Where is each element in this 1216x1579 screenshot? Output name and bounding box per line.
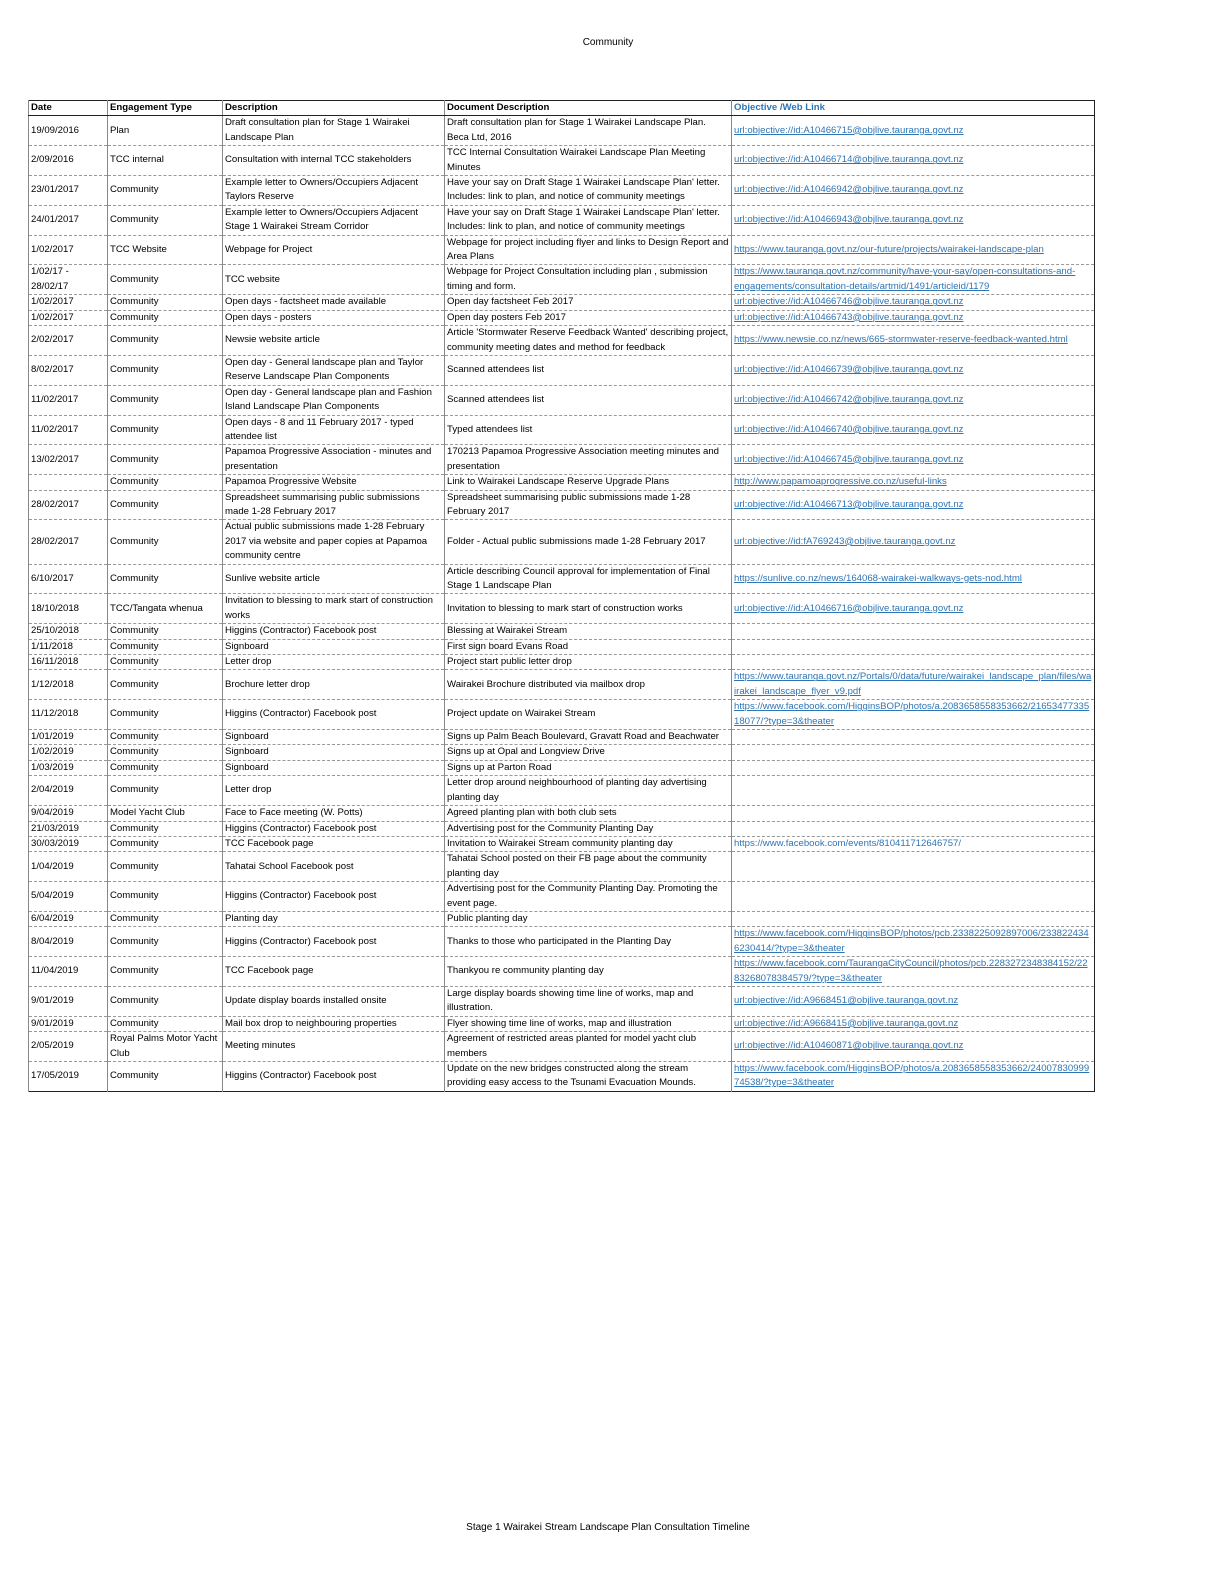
cell-document-description: Invitation to blessing to mark start of construction works — [445, 594, 732, 624]
cell-web-link[interactable]: https://www.newsie.co.nz/news/665-stormwater-reserve-feedback-wanted.html — [732, 326, 1095, 356]
cell-description: Letter drop — [223, 776, 445, 806]
cell-web-link[interactable]: url:objective://id:A10466746@objlive.tauranga.govt.nz — [732, 295, 1095, 310]
cell-document-description: Scanned attendees list — [445, 385, 732, 415]
cell-description: Example letter to Owners/Occupiers Adjacent Taylors Reserve — [223, 176, 445, 206]
cell-date: 8/04/2019 — [29, 927, 108, 957]
header-engagement-type: Engagement Type — [108, 101, 223, 116]
table-row — [29, 594, 1095, 624]
table-row — [29, 745, 1095, 760]
cell-document-description: Advertising post for the Community Planting Day — [445, 821, 732, 836]
cell-date: 28/02/2017 — [29, 520, 108, 564]
cell-web-link[interactable]: https://www.facebook.com/HigginsBOP/photos/a.2083658558353662/2400783099974538/?type=3&theater — [732, 1062, 1095, 1092]
cell-document-description: Spreadsheet summarising public submissions made 1-28 February 2017 — [445, 490, 732, 520]
cell-description: Draft consultation plan for Stage 1 Wairakei Landscape Plan — [223, 116, 445, 146]
cell-date: 1/02/2019 — [29, 745, 108, 760]
cell-web-link[interactable]: url:objective://id:A10460871@objlive.tauranga.govt.nz — [732, 1032, 1095, 1062]
cell-web-link[interactable]: https://www.tauranga.govt.nz/community/have-your-say/open-consultations-and-engagements/consultation-details/artmid/1491/articleid/1179 — [732, 265, 1095, 295]
cell-engagement-type: Community — [108, 490, 223, 520]
cell-document-description: Update on the new bridges constructed along the stream providing easy access to the Tsunami Evacuation Mounds. — [445, 1062, 732, 1092]
cell-web-link[interactable]: https://www.tauranga.govt.nz/Portals/0/data/future/wairakei_landscape_plan/files/wairakei_landscape_flyer_v9.pdf — [732, 670, 1095, 700]
table-row — [29, 911, 1095, 926]
cell-document-description: Article describing Council approval for implementation of Final Stage 1 Landscape Plan — [445, 564, 732, 594]
cell-engagement-type: Community — [108, 957, 223, 987]
cell-document-description: Tahatai School posted on their FB page about the community planting day — [445, 852, 732, 882]
cell-web-link[interactable]: url:objective://id:A10466745@objlive.tauranga.govt.nz — [732, 445, 1095, 475]
cell-web-link[interactable]: url:objective://id:A10466743@objlive.tauranga.govt.nz — [732, 310, 1095, 325]
cell-date: 11/12/2018 — [29, 700, 108, 730]
cell-web-link[interactable]: https://www.tauranga.govt.nz/our-future/projects/wairakei-landscape-plan — [732, 235, 1095, 265]
cell-date: 8/02/2017 — [29, 355, 108, 385]
cell-engagement-type: Community — [108, 326, 223, 356]
cell-date: 24/01/2017 — [29, 205, 108, 235]
cell-date: 11/02/2017 — [29, 385, 108, 415]
cell-description: Higgins (Contractor) Facebook post — [223, 821, 445, 836]
cell-description: Signboard — [223, 639, 445, 654]
cell-document-description: Wairakei Brochure distributed via mailbox drop — [445, 670, 732, 700]
cell-document-description: Large display boards showing time line of works, map and illustration. — [445, 986, 732, 1016]
cell-document-description: Draft consultation plan for Stage 1 Wairakei Landscape Plan. Beca Ltd, 2016 — [445, 116, 732, 146]
table-row — [29, 235, 1095, 265]
table-body — [29, 116, 1095, 1091]
cell-description: Signboard — [223, 745, 445, 760]
table-row — [29, 564, 1095, 594]
cell-description: Letter drop — [223, 655, 445, 670]
cell-engagement-type: Community — [108, 670, 223, 700]
cell-engagement-type: Community — [108, 265, 223, 295]
cell-date: 2/02/2017 — [29, 326, 108, 356]
cell-description: Face to Face meeting (W. Potts) — [223, 806, 445, 821]
cell-web-link — [732, 639, 1095, 654]
table-row — [29, 475, 1095, 490]
header-document-description: Document Description — [445, 101, 732, 116]
cell-engagement-type: Community — [108, 564, 223, 594]
cell-engagement-type: Community — [108, 821, 223, 836]
cell-web-link[interactable]: url:objective://id:A9668451@objlive.tauranga.govt.nz — [732, 986, 1095, 1016]
table-row — [29, 385, 1095, 415]
cell-engagement-type: Community — [108, 911, 223, 926]
cell-description: Higgins (Contractor) Facebook post — [223, 700, 445, 730]
cell-date: 13/02/2017 — [29, 445, 108, 475]
table-row — [29, 265, 1095, 295]
header-objective-web-link: Objective /Web Link — [732, 101, 1095, 116]
cell-web-link — [732, 730, 1095, 745]
cell-document-description: Project update on Wairakei Stream — [445, 700, 732, 730]
cell-document-description: Thankyou re community planting day — [445, 957, 732, 987]
cell-description: Open days - posters — [223, 310, 445, 325]
cell-engagement-type: Community — [108, 700, 223, 730]
cell-document-description: Typed attendees list — [445, 415, 732, 445]
cell-engagement-type: Community — [108, 415, 223, 445]
header-description: Description — [223, 101, 445, 116]
cell-description: Papamoa Progressive Website — [223, 475, 445, 490]
cell-web-link — [732, 624, 1095, 639]
cell-engagement-type: Community — [108, 624, 223, 639]
cell-document-description: Signs up at Opal and Longview Drive — [445, 745, 732, 760]
cell-web-link[interactable]: url:objective://id:A10466714@objlive.tauranga.govt.nz — [732, 146, 1095, 176]
cell-description: Sunlive website article — [223, 564, 445, 594]
cell-web-link[interactable]: url:objective://id:A10466740@objlive.tauranga.govt.nz — [732, 415, 1095, 445]
cell-date: 25/10/2018 — [29, 624, 108, 639]
cell-description: Open day - General landscape plan and Fashion Island Landscape Plan Components — [223, 385, 445, 415]
cell-engagement-type: TCC Website — [108, 235, 223, 265]
cell-engagement-type: Community — [108, 1016, 223, 1031]
cell-date: 1/02/2017 — [29, 295, 108, 310]
cell-engagement-type: Community — [108, 745, 223, 760]
cell-web-link[interactable]: url:objective://id:A10466713@objlive.tauranga.govt.nz — [732, 490, 1095, 520]
cell-description: Consultation with internal TCC stakeholders — [223, 146, 445, 176]
cell-web-link[interactable]: url:objective://id:A10466742@objlive.tauranga.govt.nz — [732, 385, 1095, 415]
cell-description: TCC Facebook page — [223, 836, 445, 851]
cell-date: 1/11/2018 — [29, 639, 108, 654]
table-row — [29, 490, 1095, 520]
cell-date: 19/09/2016 — [29, 116, 108, 146]
cell-date: 9/04/2019 — [29, 806, 108, 821]
cell-description: Higgins (Contractor) Facebook post — [223, 927, 445, 957]
cell-document-description: Agreement of restricted areas planted for model yacht club members — [445, 1032, 732, 1062]
cell-web-link — [732, 655, 1095, 670]
cell-date: 2/04/2019 — [29, 776, 108, 806]
cell-date: 1/02/17 - 28/02/17 — [29, 265, 108, 295]
cell-description: Higgins (Contractor) Facebook post — [223, 1062, 445, 1092]
table-row — [29, 326, 1095, 356]
cell-date: 17/05/2019 — [29, 1062, 108, 1092]
cell-engagement-type: Community — [108, 852, 223, 882]
cell-description: Invitation to blessing to mark start of construction works — [223, 594, 445, 624]
cell-date: 2/09/2016 — [29, 146, 108, 176]
cell-engagement-type: Community — [108, 385, 223, 415]
cell-engagement-type: Royal Palms Motor Yacht Club — [108, 1032, 223, 1062]
cell-document-description: First sign board Evans Road — [445, 639, 732, 654]
cell-web-link[interactable]: url:objective://id:A10466716@objlive.tauranga.govt.nz — [732, 594, 1095, 624]
cell-web-link — [732, 911, 1095, 926]
cell-description: Actual public submissions made 1-28 February 2017 via website and paper copies at Papamoa community centre — [223, 520, 445, 564]
cell-document-description: Signs up at Parton Road — [445, 760, 732, 775]
cell-web-link[interactable]: url:objective://id:A10466715@objlive.tauranga.govt.nz — [732, 116, 1095, 146]
cell-document-description: Letter drop around neighbourhood of planting day advertising planting day — [445, 776, 732, 806]
cell-document-description: Public planting day — [445, 911, 732, 926]
cell-document-description: Link to Wairakei Landscape Reserve Upgrade Plans — [445, 475, 732, 490]
cell-date: 9/01/2019 — [29, 1016, 108, 1031]
table-row — [29, 1032, 1095, 1062]
cell-description: TCC Facebook page — [223, 957, 445, 987]
cell-document-description: Have your say on Draft Stage 1 Wairakei Landscape Plan' letter. Includes: link to plan, and notice of community meetings — [445, 176, 732, 206]
cell-description: Higgins (Contractor) Facebook post — [223, 882, 445, 912]
cell-web-link[interactable]: http://www.papamoaprogressive.co.nz/useful-links — [732, 475, 1095, 490]
cell-document-description: Open day factsheet Feb 2017 — [445, 295, 732, 310]
cell-date: 23/01/2017 — [29, 176, 108, 206]
table-row — [29, 806, 1095, 821]
table-row — [29, 670, 1095, 700]
cell-description: Open day - General landscape plan and Taylor Reserve Landscape Plan Components — [223, 355, 445, 385]
table-row — [29, 116, 1095, 146]
table-row — [29, 1016, 1095, 1031]
table-row — [29, 624, 1095, 639]
cell-document-description: 170213 Papamoa Progressive Association meeting minutes and presentation — [445, 445, 732, 475]
cell-date: 1/03/2019 — [29, 760, 108, 775]
table-row — [29, 445, 1095, 475]
cell-description: Example letter to Owners/Occupiers Adjacent Stage 1 Wairakei Stream Corridor — [223, 205, 445, 235]
header-date: Date — [29, 101, 108, 116]
cell-engagement-type: Community — [108, 639, 223, 654]
page-title: Community — [582, 37, 634, 48]
cell-engagement-type: Community — [108, 882, 223, 912]
table-header-row — [29, 101, 1095, 116]
cell-engagement-type: Community — [108, 730, 223, 745]
cell-date: 9/01/2019 — [29, 986, 108, 1016]
table-row — [29, 852, 1095, 882]
cell-description: Signboard — [223, 730, 445, 745]
cell-web-link[interactable]: https://sunlive.co.nz/news/164068-wairakei-walkways-gets-nod.html — [732, 564, 1095, 594]
cell-date: 6/04/2019 — [29, 911, 108, 926]
cell-document-description: Webpage for project including flyer and links to Design Report and Area Plans — [445, 235, 732, 265]
cell-date: 1/02/2017 — [29, 310, 108, 325]
table-row — [29, 520, 1095, 564]
cell-document-description: Open day posters Feb 2017 — [445, 310, 732, 325]
cell-engagement-type: Community — [108, 655, 223, 670]
cell-description: Newsie website article — [223, 326, 445, 356]
cell-description: Brochure letter drop — [223, 670, 445, 700]
cell-engagement-type: Community — [108, 176, 223, 206]
cell-document-description: Scanned attendees list — [445, 355, 732, 385]
cell-document-description: Advertising post for the Community Planting Day. Promoting the event page. — [445, 882, 732, 912]
cell-engagement-type: Community — [108, 475, 223, 490]
cell-web-link — [732, 882, 1095, 912]
cell-date: 1/01/2019 — [29, 730, 108, 745]
cell-engagement-type: Community — [108, 776, 223, 806]
cell-description: Spreadsheet summarising public submissions made 1-28 February 2017 — [223, 490, 445, 520]
cell-engagement-type: Community — [108, 760, 223, 775]
cell-description: Open days - factsheet made available — [223, 295, 445, 310]
table-row — [29, 821, 1095, 836]
table-row — [29, 760, 1095, 775]
cell-engagement-type: Community — [108, 445, 223, 475]
cell-web-link[interactable]: https://www.facebook.com/HigginsBOP/photos/pcb.2338225092897006/2338224346230414/?type=3&theater — [732, 927, 1095, 957]
cell-web-link[interactable]: url:objective://id:fA769243@objlive.tauranga.govt.nz — [732, 520, 1095, 564]
cell-description: Papamoa Progressive Association - minutes and presentation — [223, 445, 445, 475]
table-row — [29, 882, 1095, 912]
table-row — [29, 176, 1095, 206]
cell-date: 11/02/2017 — [29, 415, 108, 445]
cell-description: Mail box drop to neighbouring properties — [223, 1016, 445, 1031]
table-row — [29, 355, 1095, 385]
cell-description: Meeting minutes — [223, 1032, 445, 1062]
cell-web-link — [732, 776, 1095, 806]
cell-document-description: Agreed planting plan with both club sets — [445, 806, 732, 821]
cell-document-description: Article 'Stormwater Reserve Feedback Wanted' describing project, community meeting dates and method for feedback — [445, 326, 732, 356]
cell-document-description: Flyer showing time line of works, map and illustration — [445, 1016, 732, 1031]
cell-web-link[interactable]: url:objective://id:A10466943@objlive.tauranga.govt.nz — [732, 205, 1095, 235]
consultation-table — [28, 100, 1095, 1092]
table-row — [29, 986, 1095, 1016]
cell-document-description: Folder - Actual public submissions made 1-28 February 2017 — [445, 520, 732, 564]
cell-description: Signboard — [223, 760, 445, 775]
cell-date: 18/10/2018 — [29, 594, 108, 624]
page-footer: Stage 1 Wairakei Stream Landscape Plan Consultation Timeline — [466, 1522, 750, 1533]
cell-description: Tahatai School Facebook post — [223, 852, 445, 882]
cell-document-description: Signs up Palm Beach Boulevard, Gravatt Road and Beachwater — [445, 730, 732, 745]
cell-date: 2/05/2019 — [29, 1032, 108, 1062]
table-row — [29, 730, 1095, 745]
cell-engagement-type: Plan — [108, 116, 223, 146]
cell-engagement-type: Community — [108, 927, 223, 957]
cell-web-link[interactable]: https://www.facebook.com/events/810411712646757/ — [732, 836, 1095, 851]
cell-engagement-type: Community — [108, 520, 223, 564]
cell-date: 16/11/2018 — [29, 655, 108, 670]
cell-engagement-type: Community — [108, 1062, 223, 1092]
cell-date: 30/03/2019 — [29, 836, 108, 851]
cell-document-description: Have your say on Draft Stage 1 Wairakei Landscape Plan' letter. Includes: link to plan, and notice of community meetings — [445, 205, 732, 235]
cell-document-description: Blessing at Wairakei Stream — [445, 624, 732, 639]
cell-description: Webpage for Project — [223, 235, 445, 265]
cell-web-link — [732, 760, 1095, 775]
cell-web-link[interactable]: https://www.facebook.com/TaurangaCityCouncil/photos/pcb.2283272348384152/2283268078384579/?type=3&theater — [732, 957, 1095, 987]
cell-web-link — [732, 745, 1095, 760]
cell-document-description: Invitation to Wairakei Stream community planting day — [445, 836, 732, 851]
cell-engagement-type: TCC/Tangata whenua — [108, 594, 223, 624]
cell-engagement-type: Community — [108, 355, 223, 385]
cell-web-link — [732, 806, 1095, 821]
cell-description: Planting day — [223, 911, 445, 926]
table-row — [29, 700, 1095, 730]
cell-document-description: Project start public letter drop — [445, 655, 732, 670]
cell-engagement-type: Community — [108, 986, 223, 1016]
cell-date: 11/04/2019 — [29, 957, 108, 987]
cell-date: 21/03/2019 — [29, 821, 108, 836]
cell-document-description: Thanks to those who participated in the Planting Day — [445, 927, 732, 957]
cell-web-link[interactable]: url:objective://id:A9668415@objlive.tauranga.govt.nz — [732, 1016, 1095, 1031]
table-row — [29, 836, 1095, 851]
cell-date: 6/10/2017 — [29, 564, 108, 594]
cell-web-link — [732, 821, 1095, 836]
cell-engagement-type: Community — [108, 295, 223, 310]
table-row — [29, 927, 1095, 957]
cell-date: 1/02/2017 — [29, 235, 108, 265]
cell-web-link[interactable]: url:objective://id:A10466739@objlive.tauranga.govt.nz — [732, 355, 1095, 385]
cell-engagement-type: Community — [108, 205, 223, 235]
table-row — [29, 205, 1095, 235]
cell-web-link — [732, 852, 1095, 882]
table-row — [29, 310, 1095, 325]
table-row — [29, 1062, 1095, 1092]
cell-description: TCC website — [223, 265, 445, 295]
cell-date — [29, 475, 108, 490]
cell-web-link[interactable]: https://www.facebook.com/HigginsBOP/photos/a.2083658558353662/2165347733518077/?type=3&theater — [732, 700, 1095, 730]
table-row — [29, 295, 1095, 310]
cell-web-link[interactable]: url:objective://id:A10466942@objlive.tauranga.govt.nz — [732, 176, 1095, 206]
table-row — [29, 776, 1095, 806]
cell-document-description: TCC Internal Consultation Wairakei Landscape Plan Meeting Minutes — [445, 146, 732, 176]
cell-date: 1/04/2019 — [29, 852, 108, 882]
table-row — [29, 957, 1095, 987]
table-row — [29, 639, 1095, 654]
table-row — [29, 655, 1095, 670]
cell-date: 28/02/2017 — [29, 490, 108, 520]
cell-description: Higgins (Contractor) Facebook post — [223, 624, 445, 639]
cell-engagement-type: Community — [108, 310, 223, 325]
cell-engagement-type: Model Yacht Club — [108, 806, 223, 821]
cell-description: Update display boards installed onsite — [223, 986, 445, 1016]
table-row — [29, 415, 1095, 445]
cell-document-description: Webpage for Project Consultation including plan , submission timing and form. — [445, 265, 732, 295]
table-row — [29, 146, 1095, 176]
cell-date: 1/12/2018 — [29, 670, 108, 700]
cell-engagement-type: TCC internal — [108, 146, 223, 176]
cell-description: Open days - 8 and 11 February 2017 - typed attendee list — [223, 415, 445, 445]
cell-date: 5/04/2019 — [29, 882, 108, 912]
cell-engagement-type: Community — [108, 836, 223, 851]
